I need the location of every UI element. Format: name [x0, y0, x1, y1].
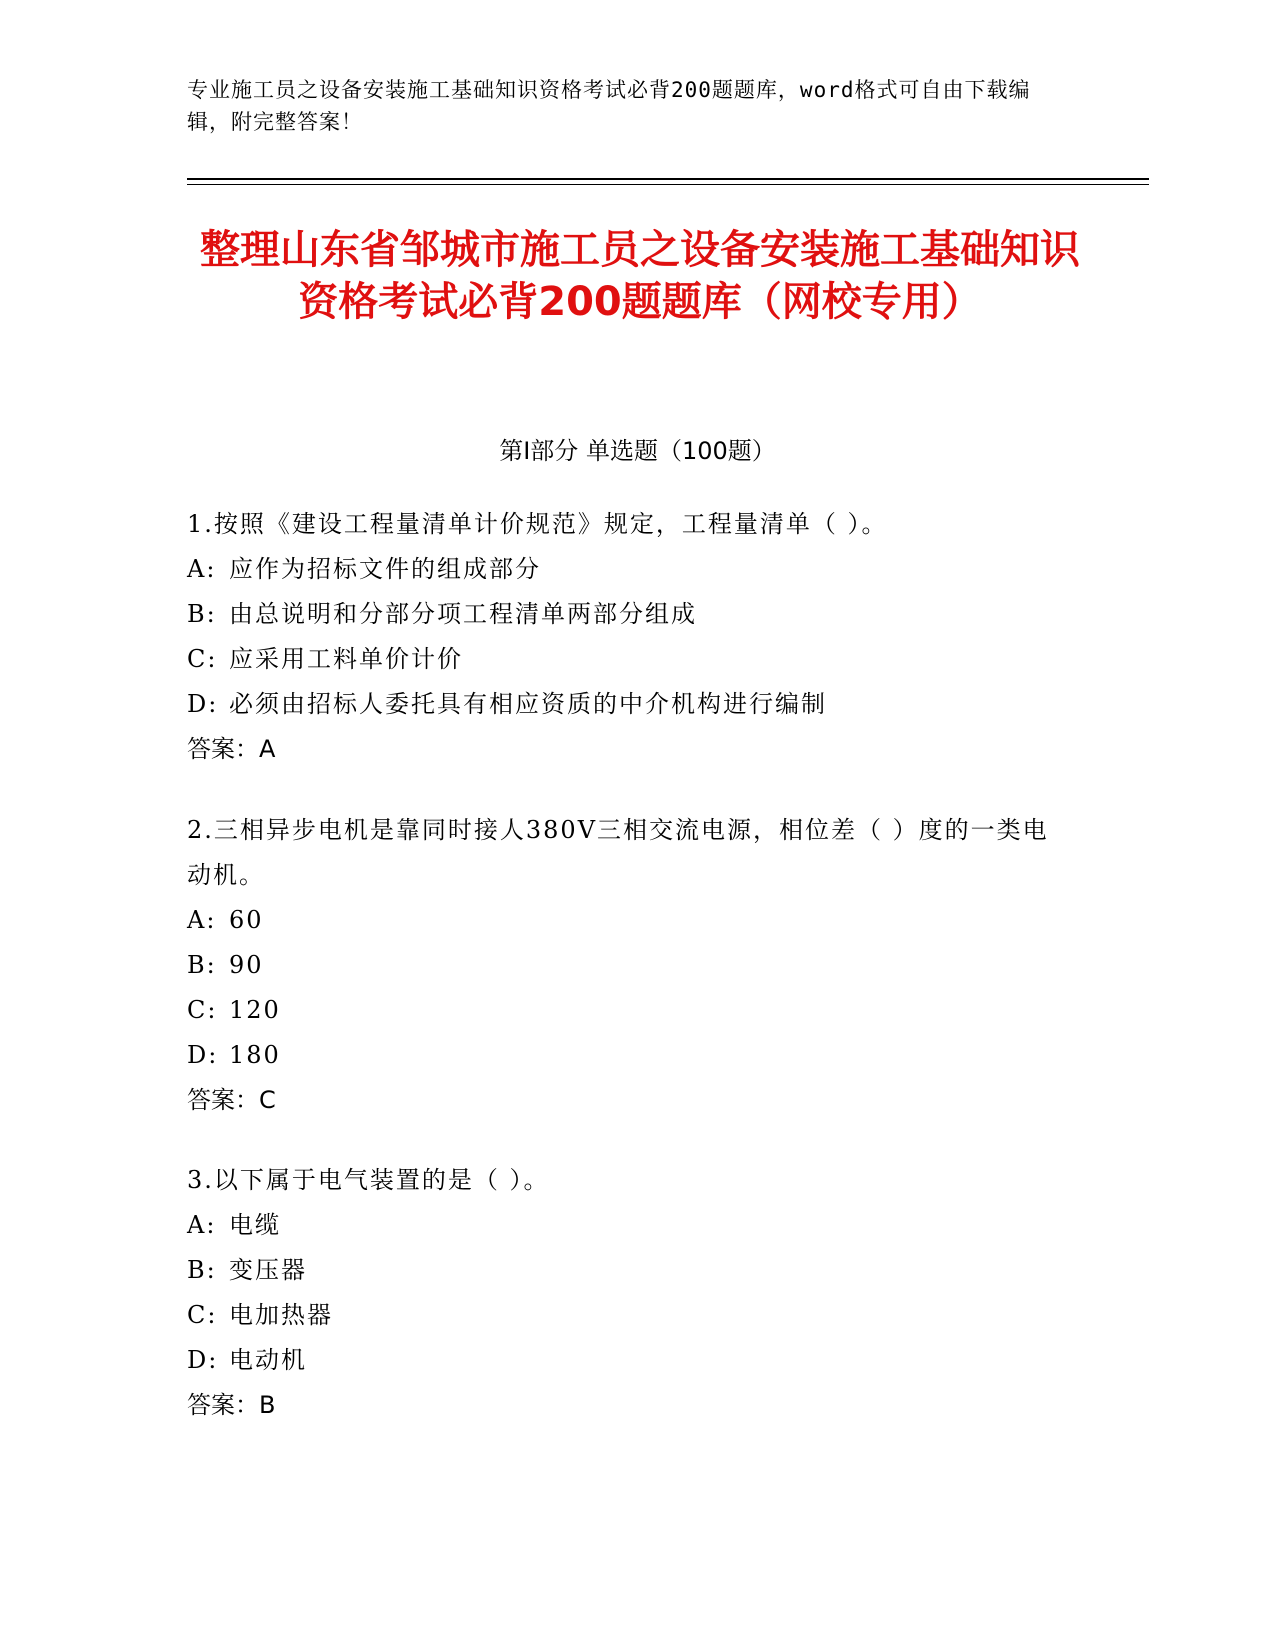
option-key: C: — [187, 645, 218, 673]
section-title: 第Ⅰ部分 单选题（100题） — [499, 437, 776, 465]
option-key: D: — [187, 1041, 219, 1069]
option-text: 必须由招标人委托具有相应资质的中介机构进行编制 — [229, 690, 827, 718]
option-text: 90 — [229, 951, 264, 979]
option-text: 变压器 — [229, 1256, 307, 1284]
answer-line — [187, 1383, 1067, 1428]
option-c — [187, 637, 1067, 682]
option-text: 电加热器 — [229, 1301, 333, 1329]
option-key: D: — [187, 690, 219, 718]
option-a — [187, 898, 1067, 943]
question-stem: 2.三相异步电机是靠同时接人380V三相交流电源，相位差（ ）度的一类电动机。 — [187, 816, 1049, 889]
option-c — [187, 988, 1067, 1033]
header-note: 专业施工员之设备安装施工基础知识资格考试必背200题题库，word格式可自由下载编辑，附完整答案！ — [187, 78, 1031, 134]
answer-label: 答案： — [187, 1391, 259, 1419]
option-text: 由总说明和分部分项工程清单两部分组成 — [229, 600, 697, 628]
question-1 — [187, 502, 1067, 772]
option-key: A: — [187, 555, 217, 583]
option-key: B: — [187, 951, 217, 979]
question-3 — [187, 1158, 1067, 1428]
answer-value: B — [259, 1391, 276, 1419]
option-text: 电缆 — [229, 1211, 281, 1239]
option-b — [187, 1248, 1067, 1293]
option-key: D: — [187, 1346, 219, 1374]
answer-line — [187, 1078, 1067, 1123]
header-divider-thin — [187, 184, 1149, 185]
option-text: 应采用工料单价计价 — [229, 645, 463, 673]
option-text: 应作为招标文件的组成部分 — [229, 555, 541, 583]
option-text: 电动机 — [229, 1346, 307, 1374]
option-text: 60 — [229, 906, 264, 934]
option-a — [187, 1203, 1067, 1248]
option-d — [187, 1338, 1067, 1383]
option-key: B: — [187, 1256, 217, 1284]
question-2 — [187, 808, 1067, 1123]
document-title: 整理山东省邹城市施工员之设备安装施工基础知识资格考试必背200题题库（网校专用） — [200, 227, 1080, 325]
option-text: 120 — [229, 996, 281, 1024]
option-b — [187, 943, 1067, 988]
option-key: A: — [187, 906, 217, 934]
option-d — [187, 1033, 1067, 1078]
option-a — [187, 547, 1067, 592]
question-stem: 1.按照《建设工程量清单计价规范》规定，工程量清单（ ）。 — [187, 510, 888, 538]
option-key: C: — [187, 1301, 218, 1329]
option-key: B: — [187, 600, 217, 628]
answer-value: A — [259, 735, 276, 763]
option-text: 180 — [229, 1041, 281, 1069]
answer-label: 答案： — [187, 1086, 259, 1114]
question-stem: 3.以下属于电气装置的是（ ）。 — [187, 1166, 550, 1194]
answer-line — [187, 727, 1067, 772]
option-c — [187, 1293, 1067, 1338]
answer-label: 答案： — [187, 735, 259, 763]
answer-value: C — [259, 1086, 276, 1114]
header-divider-thick — [187, 178, 1149, 180]
option-b — [187, 592, 1067, 637]
option-key: C: — [187, 996, 218, 1024]
option-d — [187, 682, 1067, 727]
option-key: A: — [187, 1211, 217, 1239]
